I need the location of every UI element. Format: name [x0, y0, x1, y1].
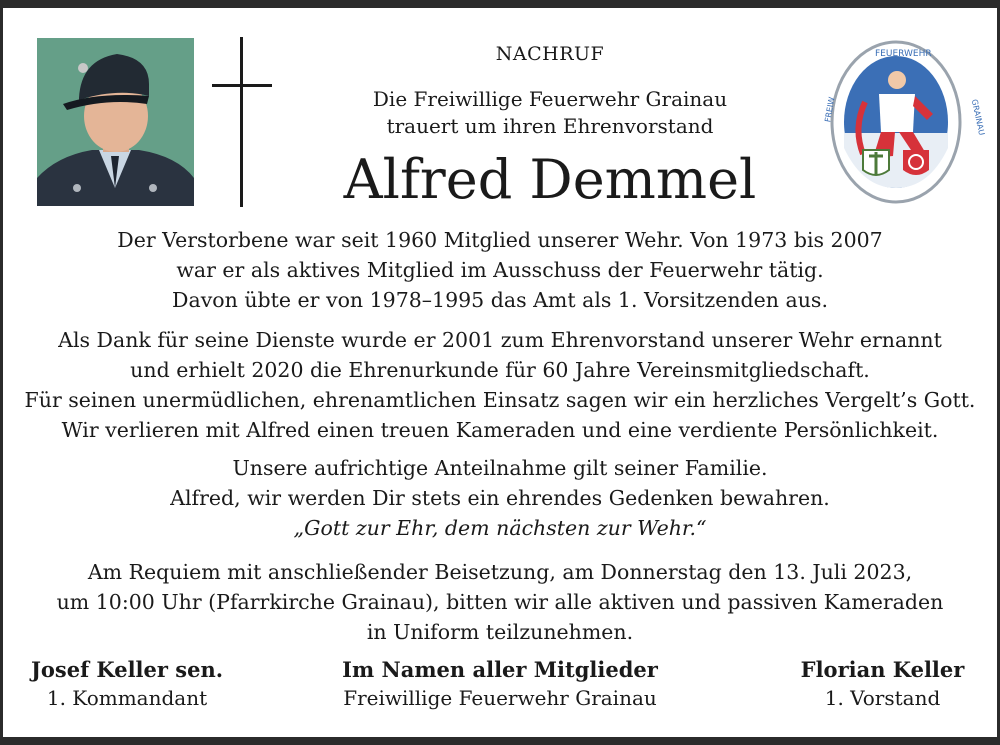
text-line: Unsere aufrichtige Anteilnahme gilt seiner Familie.: [232, 456, 768, 480]
text-line: Für seinen unermüdlichen, ehrenamtlichen Einsatz sagen wir ein herzliches Vergelt’s Gott.: [24, 388, 976, 412]
paragraph-membership: [20, 225, 980, 315]
cross-icon-bar: [212, 84, 272, 87]
emblem-text-left: FREIW: [823, 96, 837, 123]
nachruf-label: NACHRUF: [495, 43, 605, 65]
text-line: Als Dank für seine Dienste wurde er 2001 zum Ehrenvorstand unserer Wehr ernannt: [58, 328, 942, 352]
signature-chairman: [775, 657, 990, 710]
signature-name: Josef Keller sen.: [30, 657, 224, 682]
portrait-photo: [37, 38, 194, 206]
text-line: in Uniform teilzunehmen.: [366, 620, 634, 644]
signature-name: Im Namen aller Mitglieder: [342, 657, 658, 682]
text-line: und erhielt 2020 die Ehrenurkunde für 60 Jahre Vereinsmitgliedschaft.: [130, 358, 870, 382]
emblem-text-top: FEUERWEHR: [875, 49, 932, 59]
intro-line-1: Die Freiwillige Feuerwehr Grainau: [372, 87, 728, 111]
text-line: war er als aktives Mitglied im Ausschuss der Feuerwehr tätig.: [176, 258, 824, 282]
text-line: um 10:00 Uhr (Pfarrkirche Grainau), bitten wir alle aktiven und passiven Kameraden: [56, 590, 944, 614]
signature-role: 1. Vorstand: [824, 686, 941, 710]
paragraph-condolence: [20, 453, 980, 543]
motto-line: „Gott zur Ehr, dem nächsten zur Wehr.“: [293, 516, 707, 540]
text-line: Der Verstorbene war seit 1960 Mitglied unserer Wehr. Von 1973 bis 2007: [117, 228, 883, 252]
text-line: Alfred, wir werden Dir stets ein ehrendes Gedenken bewahren.: [170, 486, 830, 510]
signature-commander: [18, 657, 236, 710]
signature-role: 1. Kommandant: [46, 686, 208, 710]
text-line: Wir verlieren mit Alfred einen treuen Kameraden und eine verdiente Persönlichkeit.: [61, 418, 939, 442]
signature-role: Freiwillige Feuerwehr Grainau: [343, 686, 657, 710]
cross-icon: [240, 37, 243, 207]
intro-line-2: trauert um ihren Ehrenvorstand: [386, 114, 714, 138]
paragraph-honors: [20, 325, 980, 445]
signature-members: [300, 657, 700, 710]
text-line: Davon übte er von 1978–1995 das Amt als 1. Vorsitzenden aus.: [172, 288, 828, 312]
emblem-text-right: GRAINAU: [969, 98, 987, 137]
paragraph-requiem: [20, 557, 980, 647]
deceased-name: Alfred Demmel: [343, 148, 757, 211]
signature-name: Florian Keller: [800, 657, 965, 682]
fire-brigade-emblem: [823, 38, 987, 206]
text-line: Am Requiem mit anschließender Beisetzung, am Donnerstag den 13. Juli 2023,: [87, 560, 913, 584]
